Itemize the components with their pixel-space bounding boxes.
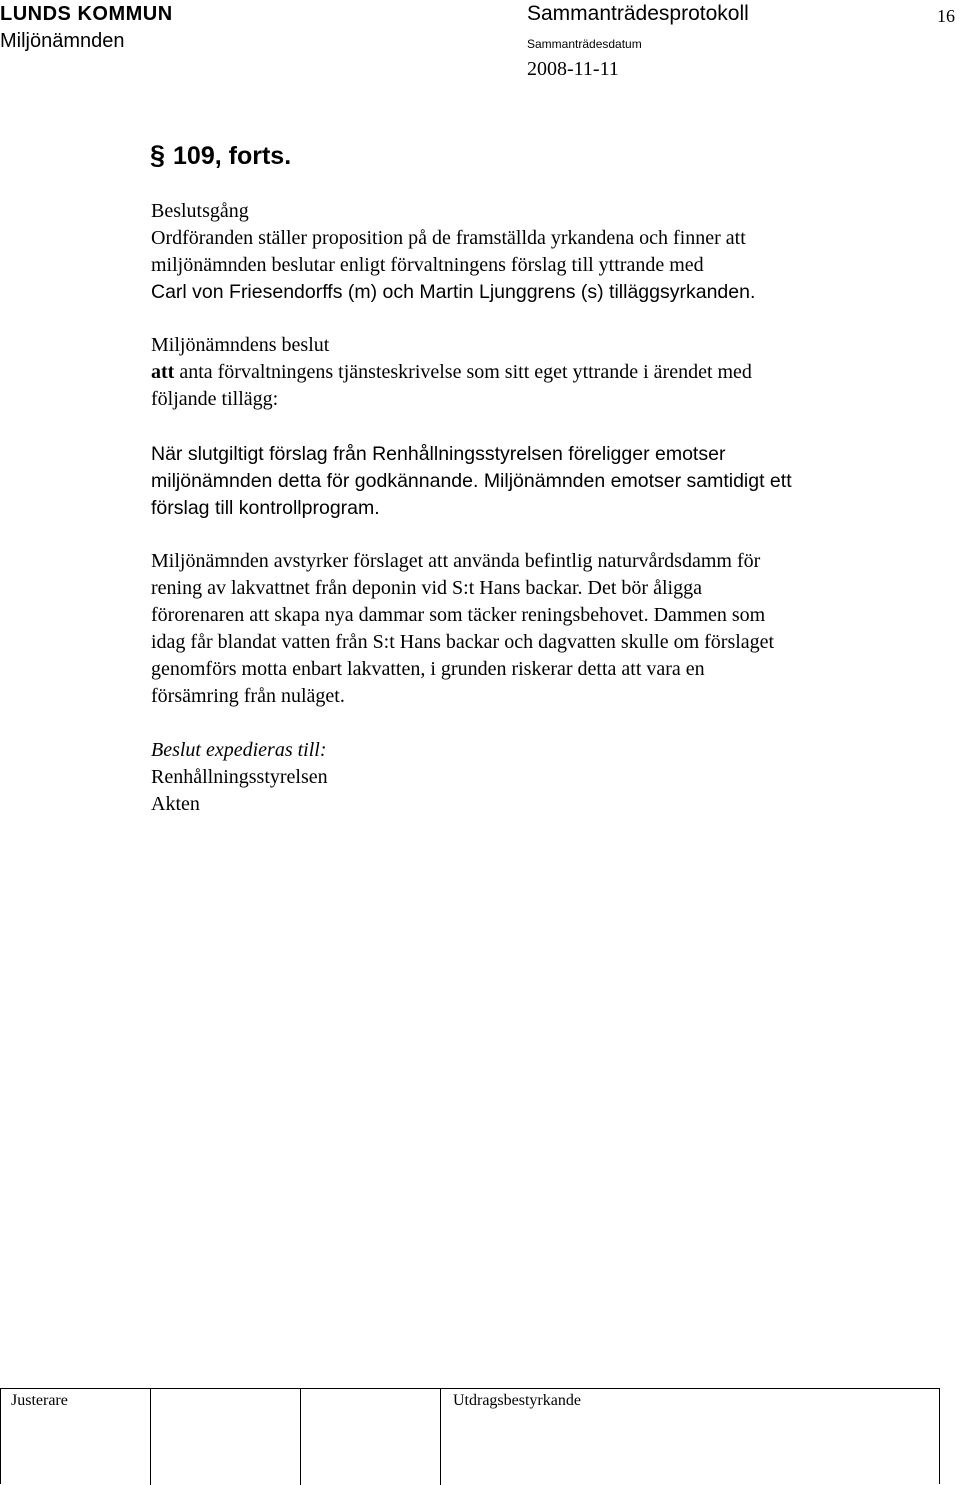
department-name: Miljönämnden [0,30,125,52]
section-title-text: 109, forts. [173,142,292,170]
justerare-cell [1,1389,151,1485]
expedieras-heading: Beslut expedieras till: [151,739,327,761]
att-word: att [151,361,175,383]
organization-logo-text: LUNDS KOMMUN [0,3,173,25]
paragraph-symbol: § [150,140,166,170]
paragraph-line: rening av lakvattnet från deponin vid S:t Hans backar. Det bör åligga [151,577,702,599]
beslut-heading: Miljönämndens beslut [151,334,330,356]
beslutsgang-heading: Beslutsgång [151,200,249,222]
paragraph-line: Miljönämnden avstyrker förslaget att använda befintlig naturvårdsdamm för [151,550,761,572]
paragraph-line: försämring från nuläget. [151,685,345,707]
paragraph-line: förorenaren att skapa nya dammar som täcker reningsbehovet. Dammen som [151,604,766,626]
justerare-label: Justerare [11,1392,68,1409]
paragraph-line: miljönämnden detta för godkännande. Miljönämnden emotser samtidigt ett [151,470,792,492]
beslutsgang-line: Ordföranden ställer proposition på de framställda yrkandena och finner att [151,227,746,249]
beslut-line: följande tillägg: [151,388,279,410]
beslutsgang-line: Carl von Friesendorffs (m) och Martin Ljunggrens (s) tilläggsyrkanden. [151,281,756,303]
page-number: 16 [937,6,955,26]
paragraph-line: genomförs motta enbart lakvatten, i grunden riskerar detta att vara en [151,658,705,680]
recipient-item: Renhållningsstyrelsen [151,766,328,788]
tillagg-paragraph [151,441,941,522]
recipient-item: Akten [151,793,200,815]
beslut-line-text: anta förvaltningens tjänsteskrivelse som sitt eget yttrande i ärendet med [174,361,752,383]
paragraph-line: idag får blandat vatten från S:t Hans backar och dagvatten skulle om förslaget [151,631,775,653]
beslut-line [151,359,941,386]
signature-cell [301,1389,441,1485]
section-title [150,140,291,171]
meeting-date: 2008-11-11 [527,58,619,80]
beslutsgang-line: miljönämnden beslutar enligt förvaltningens förslag till yttrande med [151,254,704,276]
signature-table [0,1388,940,1484]
beslutsgang-section [151,198,941,306]
expedieras-section [151,737,941,818]
document-type: Sammanträdesprotokoll [527,2,749,25]
beslut-section [151,332,941,413]
utdrag-label: Utdragsbestyrkande [453,1392,581,1409]
meeting-date-label: Sammanträdesdatum [527,37,642,51]
avstyrker-paragraph [151,548,941,710]
paragraph-line: förslag till kontrollprogram. [151,497,380,519]
paragraph-line: När slutgiltigt förslag från Renhållningsstyrelsen föreligger emotser [151,443,726,465]
utdrag-cell [441,1389,940,1485]
signature-cell [151,1389,301,1485]
